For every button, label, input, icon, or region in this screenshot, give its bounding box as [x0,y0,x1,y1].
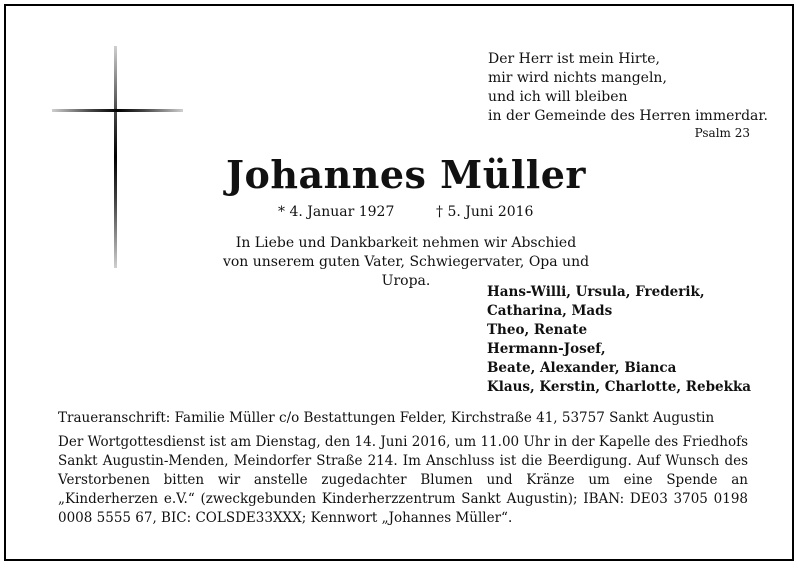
mourner-line: Theo, Renate [487,322,588,338]
intro-line: von unserem guten Vater, Schwiegervater, Opa und Uropa. [222,254,590,289]
mourner-line: Klaus, Kerstin, Charlotte, Rebekka [487,379,752,395]
mourner-line: Beate, Alexander, Bianca [487,360,677,376]
psalm-line: und ich will bleiben [488,89,628,105]
psalm-verse [488,50,788,126]
birth-date: * 4. Januar 1927 [278,204,395,220]
mourning-address: Traueranschrift: Familie Müller c/o Bestattungen Felder, Kirchstraße 41, 53757 Sankt Augustin [58,410,715,426]
deceased-name: Johannes Müller [226,152,586,197]
mourner-line: Hermann-Josef, [487,341,606,357]
cross-horizontal-beam [52,109,183,112]
psalm-line: Der Herr ist mein Hirte, [488,51,660,67]
psalm-line: mir wird nichts mangeln, [488,70,667,86]
service-details: Der Wortgottesdienst ist am Dienstag, den 14. Juni 2016, um 11.00 Uhr in der Kapelle des Friedhofs Sankt Augustin-Menden, Meindorfer Straße 214. Im Anschluss ist die Beerdigung. Auf Wunsch des Verstorbenen bitten wir anstelle zugedachter Blumen und Kränze um eine Spende an „Kinderherzen e.V.“ (zweckgebunden Kinderherzzentrum Sankt Augustin); IBAN: DE03 3705 0198 0008 5555 67, BIC: COLSDE33XXX; Kennwort „Johannes Müller“. [58,434,748,526]
mourner-line: Catharina, Mads [487,303,613,319]
psalm-line: in der Gemeinde des Herren immerdar. [488,108,768,124]
mourners-list [487,283,751,397]
cross-vertical-beam [114,46,117,268]
death-date: † 5. Juni 2016 [436,204,534,220]
psalm-reference: Psalm 23 [694,126,750,140]
obituary-frame [4,4,794,561]
mourner-line: Hans-Willi, Ursula, Frederik, [487,284,705,300]
intro-line: In Liebe und Dankbarkeit nehmen wir Abschied [235,235,577,251]
